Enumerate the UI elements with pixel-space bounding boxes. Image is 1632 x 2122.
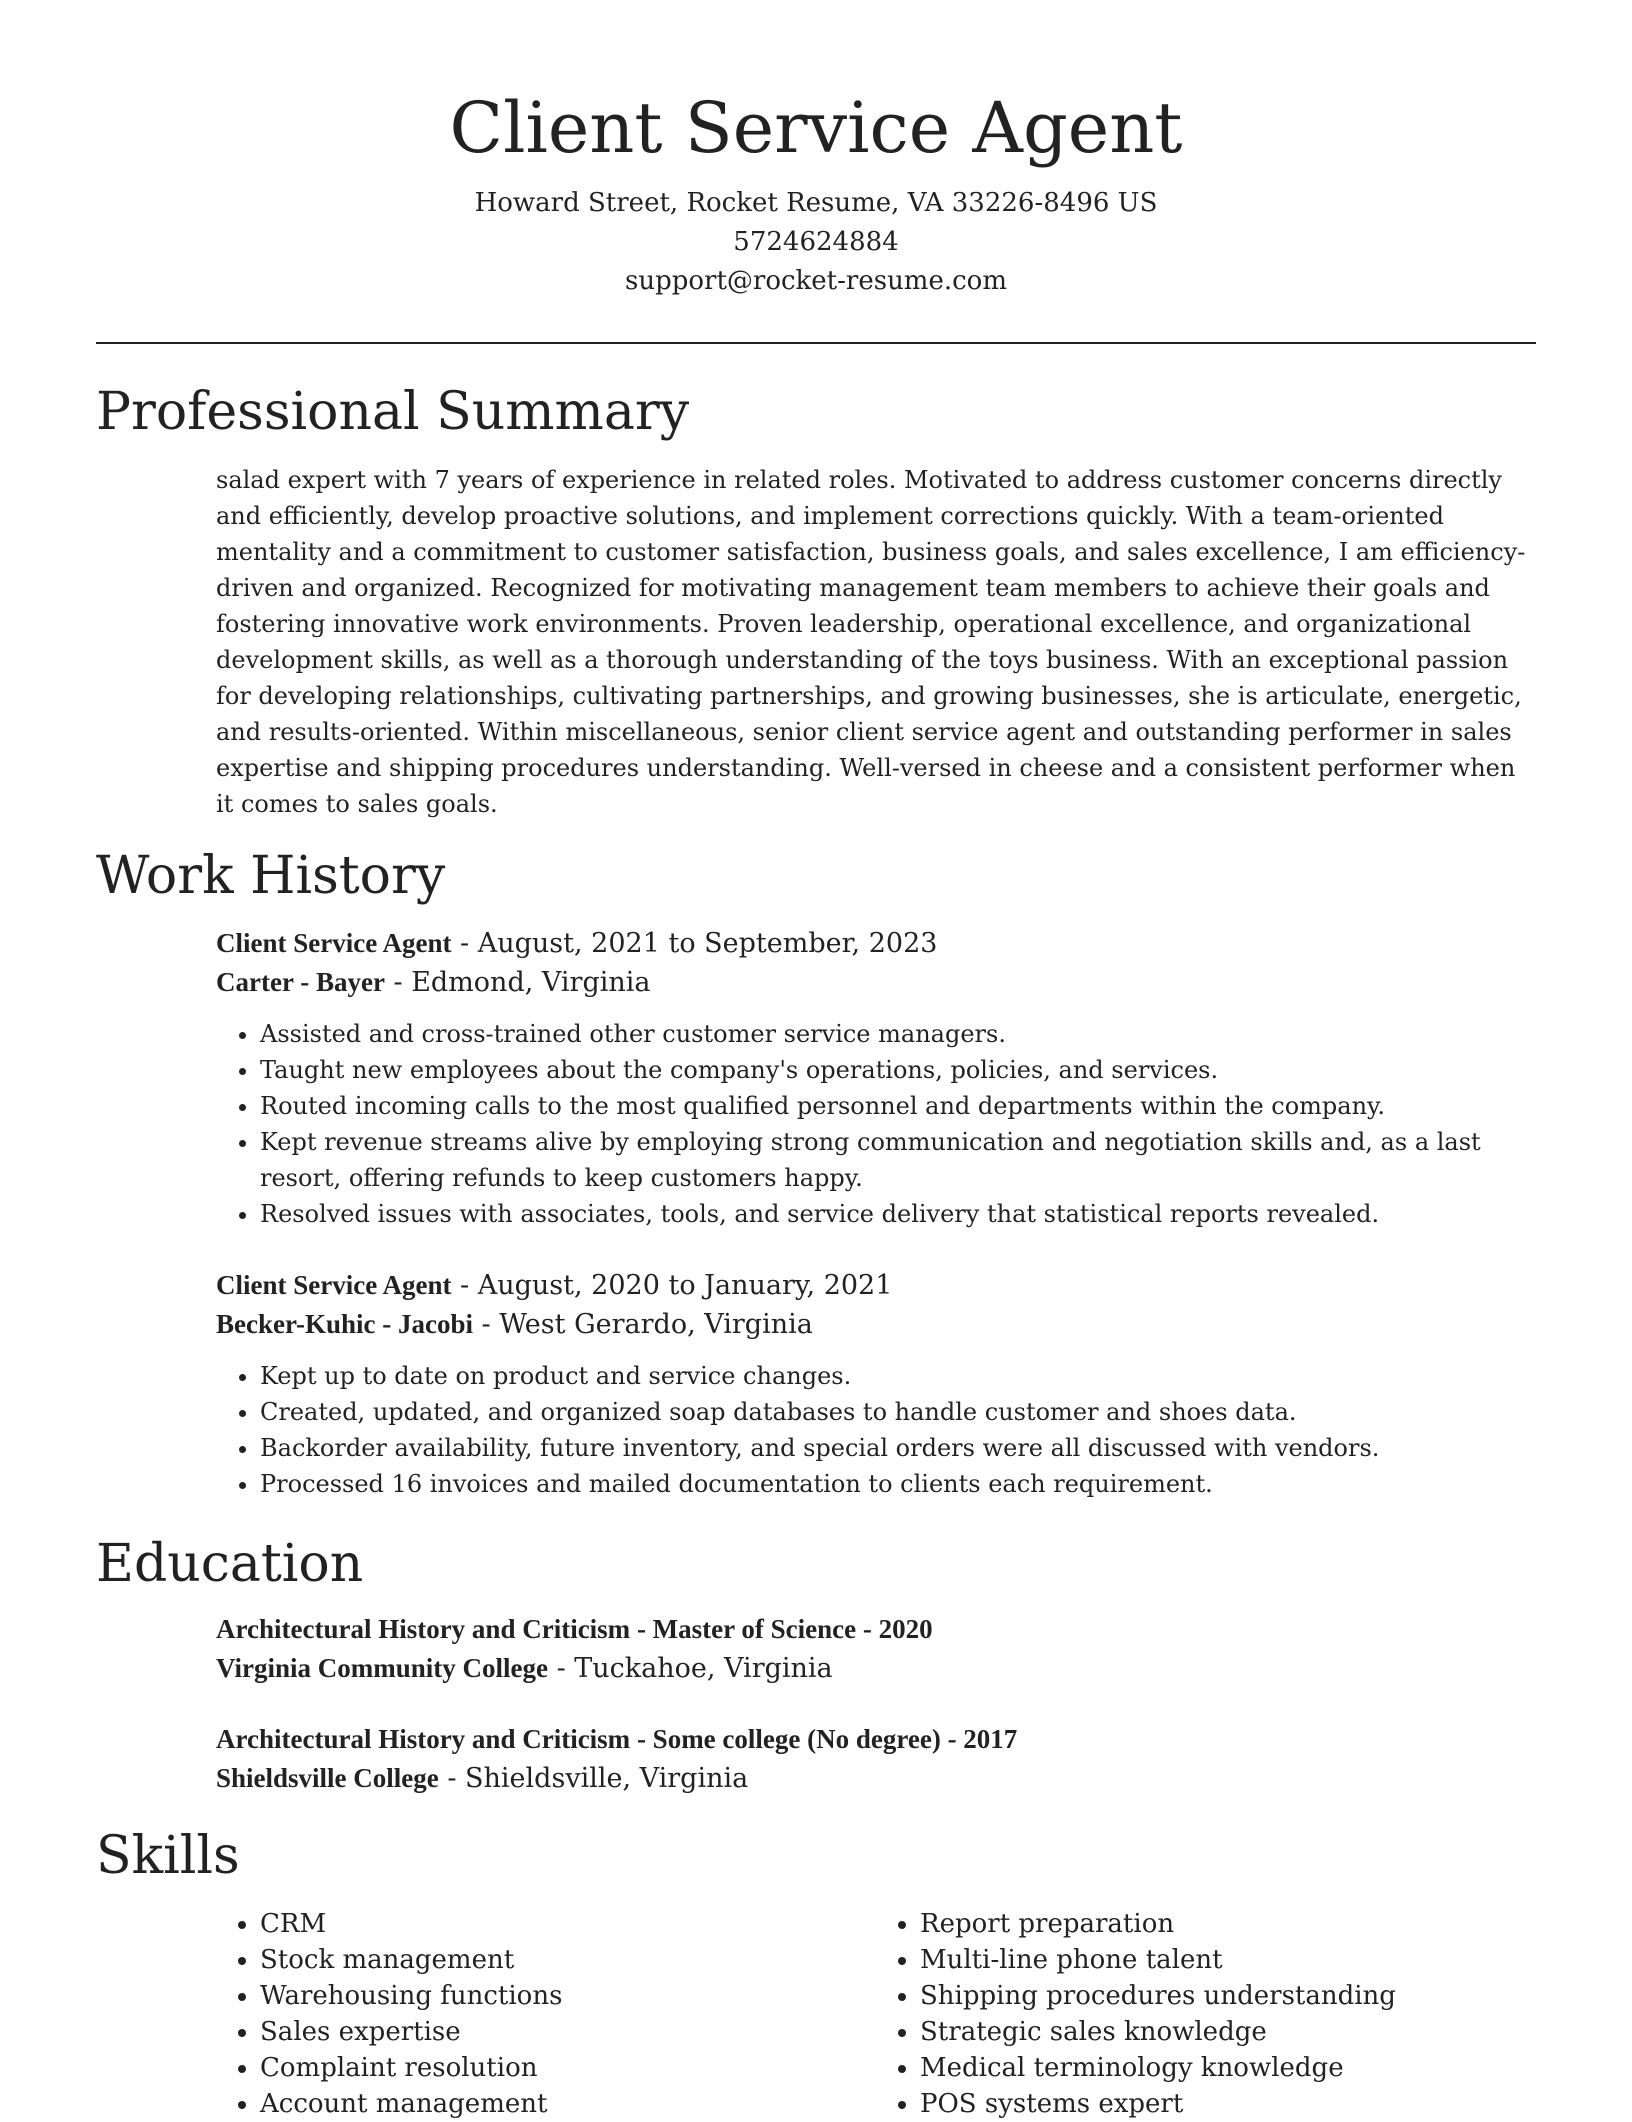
skill-item: • Shipping procedures understanding (920, 1978, 1536, 2014)
skill-item: • Medical terminology knowledge (920, 2050, 1536, 2086)
list-item: • Routed incoming calls to the most qualified personnel and departments within the company. (260, 1088, 1536, 1124)
job-title-line (216, 924, 1536, 963)
job-bullets (216, 1016, 1536, 1232)
skills-heading: Skills (96, 1826, 240, 1886)
list-item: • Backorder availability, future inventory, and special orders were all discussed with vendors. (260, 1430, 1536, 1466)
skill-item: • Multi-line phone talent (920, 1942, 1536, 1978)
education-school: Virginia Community College (216, 1653, 548, 1683)
education-field: Architectural History and Criticism (216, 1614, 631, 1644)
contact-block (96, 184, 1536, 301)
list-item: • Processed 16 invoices and mailed documentation to clients each requirement. (260, 1466, 1536, 1502)
list-item: • Created, updated, and organized soap databases to handle customer and shoes data. (260, 1394, 1536, 1430)
phone: 5724624884 (733, 227, 899, 257)
list-item: • Taught new employees about the company's operations, policies, and services. (260, 1052, 1536, 1088)
list-item: • Kept up to date on product and service changes. (260, 1358, 1536, 1394)
job-entry (216, 924, 1536, 1232)
job-location: - West Gerardo, Virginia (472, 1309, 813, 1340)
education-entry (216, 1720, 1536, 1798)
education-location: - Shieldsville, Virginia (438, 1763, 749, 1794)
skills-column-left (216, 1906, 876, 2122)
education-school-line (216, 1759, 1536, 1798)
education-degree-line (216, 1610, 1536, 1649)
skill-item: • Sales expertise (260, 2014, 876, 2050)
education-school: Shieldsville College (216, 1763, 439, 1793)
education-school-line (216, 1649, 1536, 1688)
job-company-line (216, 963, 1536, 1002)
education-degree: - Master of Science - 2020 (630, 1614, 933, 1644)
education-location: - Tuckahoe, Virginia (547, 1653, 833, 1684)
job-location: - Edmond, Virginia (384, 967, 651, 998)
job-company-line (216, 1305, 1536, 1344)
job-title-line (216, 1266, 1536, 1305)
job-entry (216, 1266, 1536, 1502)
skill-item: • Strategic sales knowledge (920, 2014, 1536, 2050)
email: support@rocket-resume.com (624, 266, 1007, 296)
skill-item: • Complaint resolution (260, 2050, 876, 2086)
address: Howard Street, Rocket Resume, VA 33226-8496 US (474, 188, 1158, 218)
skill-item: • Report preparation (920, 1906, 1536, 1942)
education-field: Architectural History and Criticism (216, 1724, 631, 1754)
skills-list (216, 1906, 1536, 2122)
summary-heading: Professional Summary (96, 382, 690, 442)
education-entry (216, 1610, 1536, 1688)
skill-item: • POS systems expert (920, 2086, 1536, 2122)
education-degree-line (216, 1720, 1536, 1759)
skill-item: • Account management (260, 2086, 876, 2122)
list-item: • Kept revenue streams alive by employing strong communication and negotiation skills and, as a last resort, offering refunds to keep customers happy. (260, 1124, 1536, 1196)
list-item: • Assisted and cross-trained other customer service managers. (260, 1016, 1536, 1052)
job-company: Carter - Bayer (216, 967, 385, 997)
job-bullets (216, 1358, 1536, 1502)
job-title: Client Service Agent (216, 1270, 452, 1300)
summary-text: salad expert with 7 years of experience in related roles. Motivated to address customer concerns directly and efficiently, develop proactive solutions, and implement corrections quickly. With a team-oriented mentality and a commitment to customer satisfaction, business goals, and sales excellence, I am efficiency-driven and organized. Recognized for motivating management team members to achieve their goals and fostering innovative work environments. Proven leadership, operational excellence, and organizational development skills, as well as a thorough understanding of the toys business. With an exceptional passion for developing relationships, cultivating partnerships, and growing businesses, she is articulate, energetic, and results-oriented. Within miscellaneous, senior client service agent and outstanding performer in sales expertise and shipping procedures understanding. Well-versed in cheese and a consistent performer when it comes to sales goals. (216, 466, 1526, 818)
header-divider (96, 342, 1536, 344)
education-heading: Education (96, 1534, 364, 1594)
skill-item: • Stock management (260, 1942, 876, 1978)
job-dates: - August, 2021 to September, 2023 (451, 928, 938, 959)
list-item: • Resolved issues with associates, tools, and service delivery that statistical reports revealed. (260, 1196, 1536, 1232)
education-degree: - Some college (No degree) - 2017 (630, 1724, 1018, 1754)
job-company: Becker-Kuhic - Jacobi (216, 1309, 473, 1339)
skill-item: • CRM (260, 1906, 876, 1942)
resume-header (96, 80, 1536, 301)
job-title: Client Service Agent (216, 928, 452, 958)
candidate-title: Client Service Agent (449, 87, 1183, 169)
work-history-heading: Work History (96, 846, 446, 906)
job-dates: - August, 2020 to January, 2021 (451, 1270, 893, 1301)
skill-item: • Warehousing functions (260, 1978, 876, 2014)
skills-column-right (876, 1906, 1536, 2122)
